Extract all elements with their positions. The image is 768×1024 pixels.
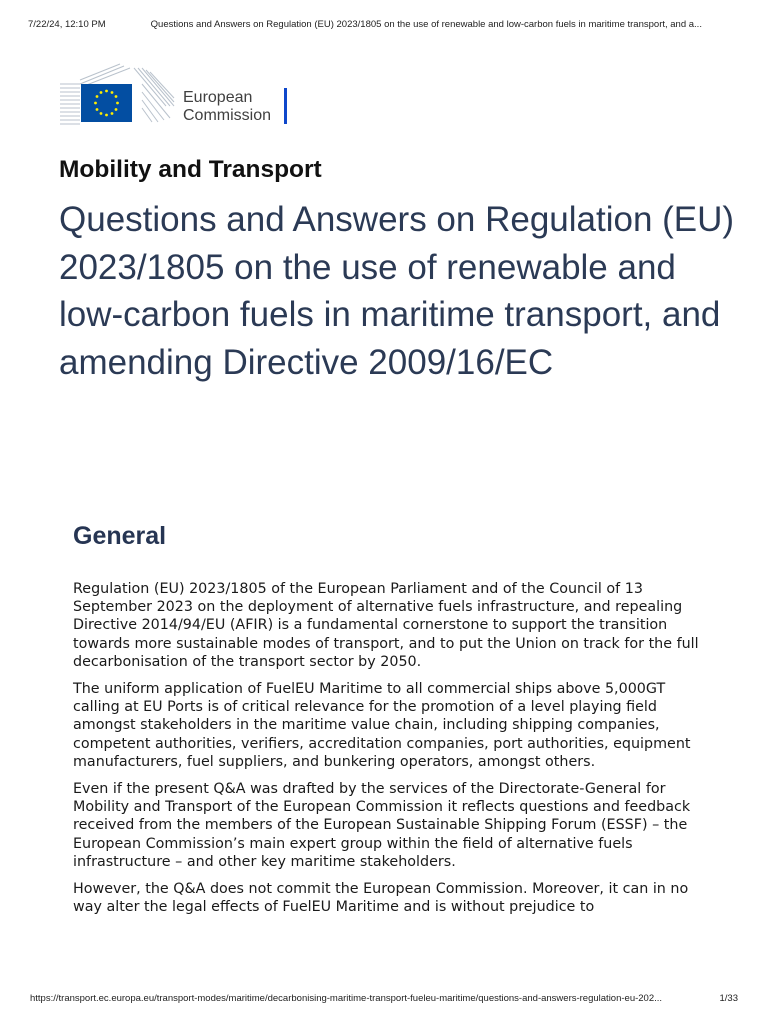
page-number: 1/33 [719,993,738,1004]
print-header [28,19,740,30]
paragraph: Regulation (EU) 2023/1805 of the European Parliament and of the Council of 13 September 2023 on the deployment of alternative fuels infrastructure, and repealing Directive 2014/94/EU (AFIR) is a fundamental cornerstone to support the transition towards more sustainable modes of transport, and to put the Union on track for the full decarbonisation of the transport sector by 2050. [73,581,699,670]
european-commission-logo[interactable] [58,62,298,126]
print-page-title: Questions and Answers on Regulation (EU) 2023/1805 on the use of renewable and low-carbon fuels in maritime transport, and a... [150,19,702,30]
paragraph: Even if the present Q&A was drafted by the services of the Directorate-General for Mobility and Transport of the European Commission it reflects questions and feedback received from the members of the European Sustainable Shipping Forum (ESSF) – the European Commission’s main expert group within the field of alternative fuels infrastructure – and other key maritime stakeholders. [73,781,691,870]
logo-line-1: European [183,89,253,106]
page-title: Questions and Answers on Regulation (EU) 2023/1805 on the use of renewable and low-carbon fuels in maritime transport, and amending Directive 2009/16/EC [59,200,735,382]
logo-line-2: Commission [183,107,272,124]
logo-accent-bar [284,88,287,124]
paragraph: However, the Q&A does not commit the European Commission. Moreover, it can in no way alter the legal effects of FuelEU Maritime and is without prejudice to [73,881,689,916]
print-url: https://transport.ec.europa.eu/transport-modes/maritime/decarbonising-maritime-transport-fueleu-maritime/questions-and-answers-regulation-eu-202... [30,993,663,1004]
site-name[interactable]: Mobility and Transport [59,156,322,183]
section-heading: General [73,522,167,550]
paragraph: The uniform application of FuelEU Maritime to all commercial ships above 5,000GT calling at EU Ports is of critical relevance for the promotion of a level playing field amongst stakeholders in the maritime value chain, including shipping companies, competent authorities, verifiers, accreditation companies, port authorities, equipment manufacturers, fuel suppliers, and bunkering operators, amongst others. [73,681,691,770]
print-footer [30,993,738,1004]
logo-wordmark [183,89,271,125]
print-datetime: 7/22/24, 12:10 PM [28,19,106,30]
section-body [73,580,713,925]
ec-building-flag-icon [58,62,178,126]
